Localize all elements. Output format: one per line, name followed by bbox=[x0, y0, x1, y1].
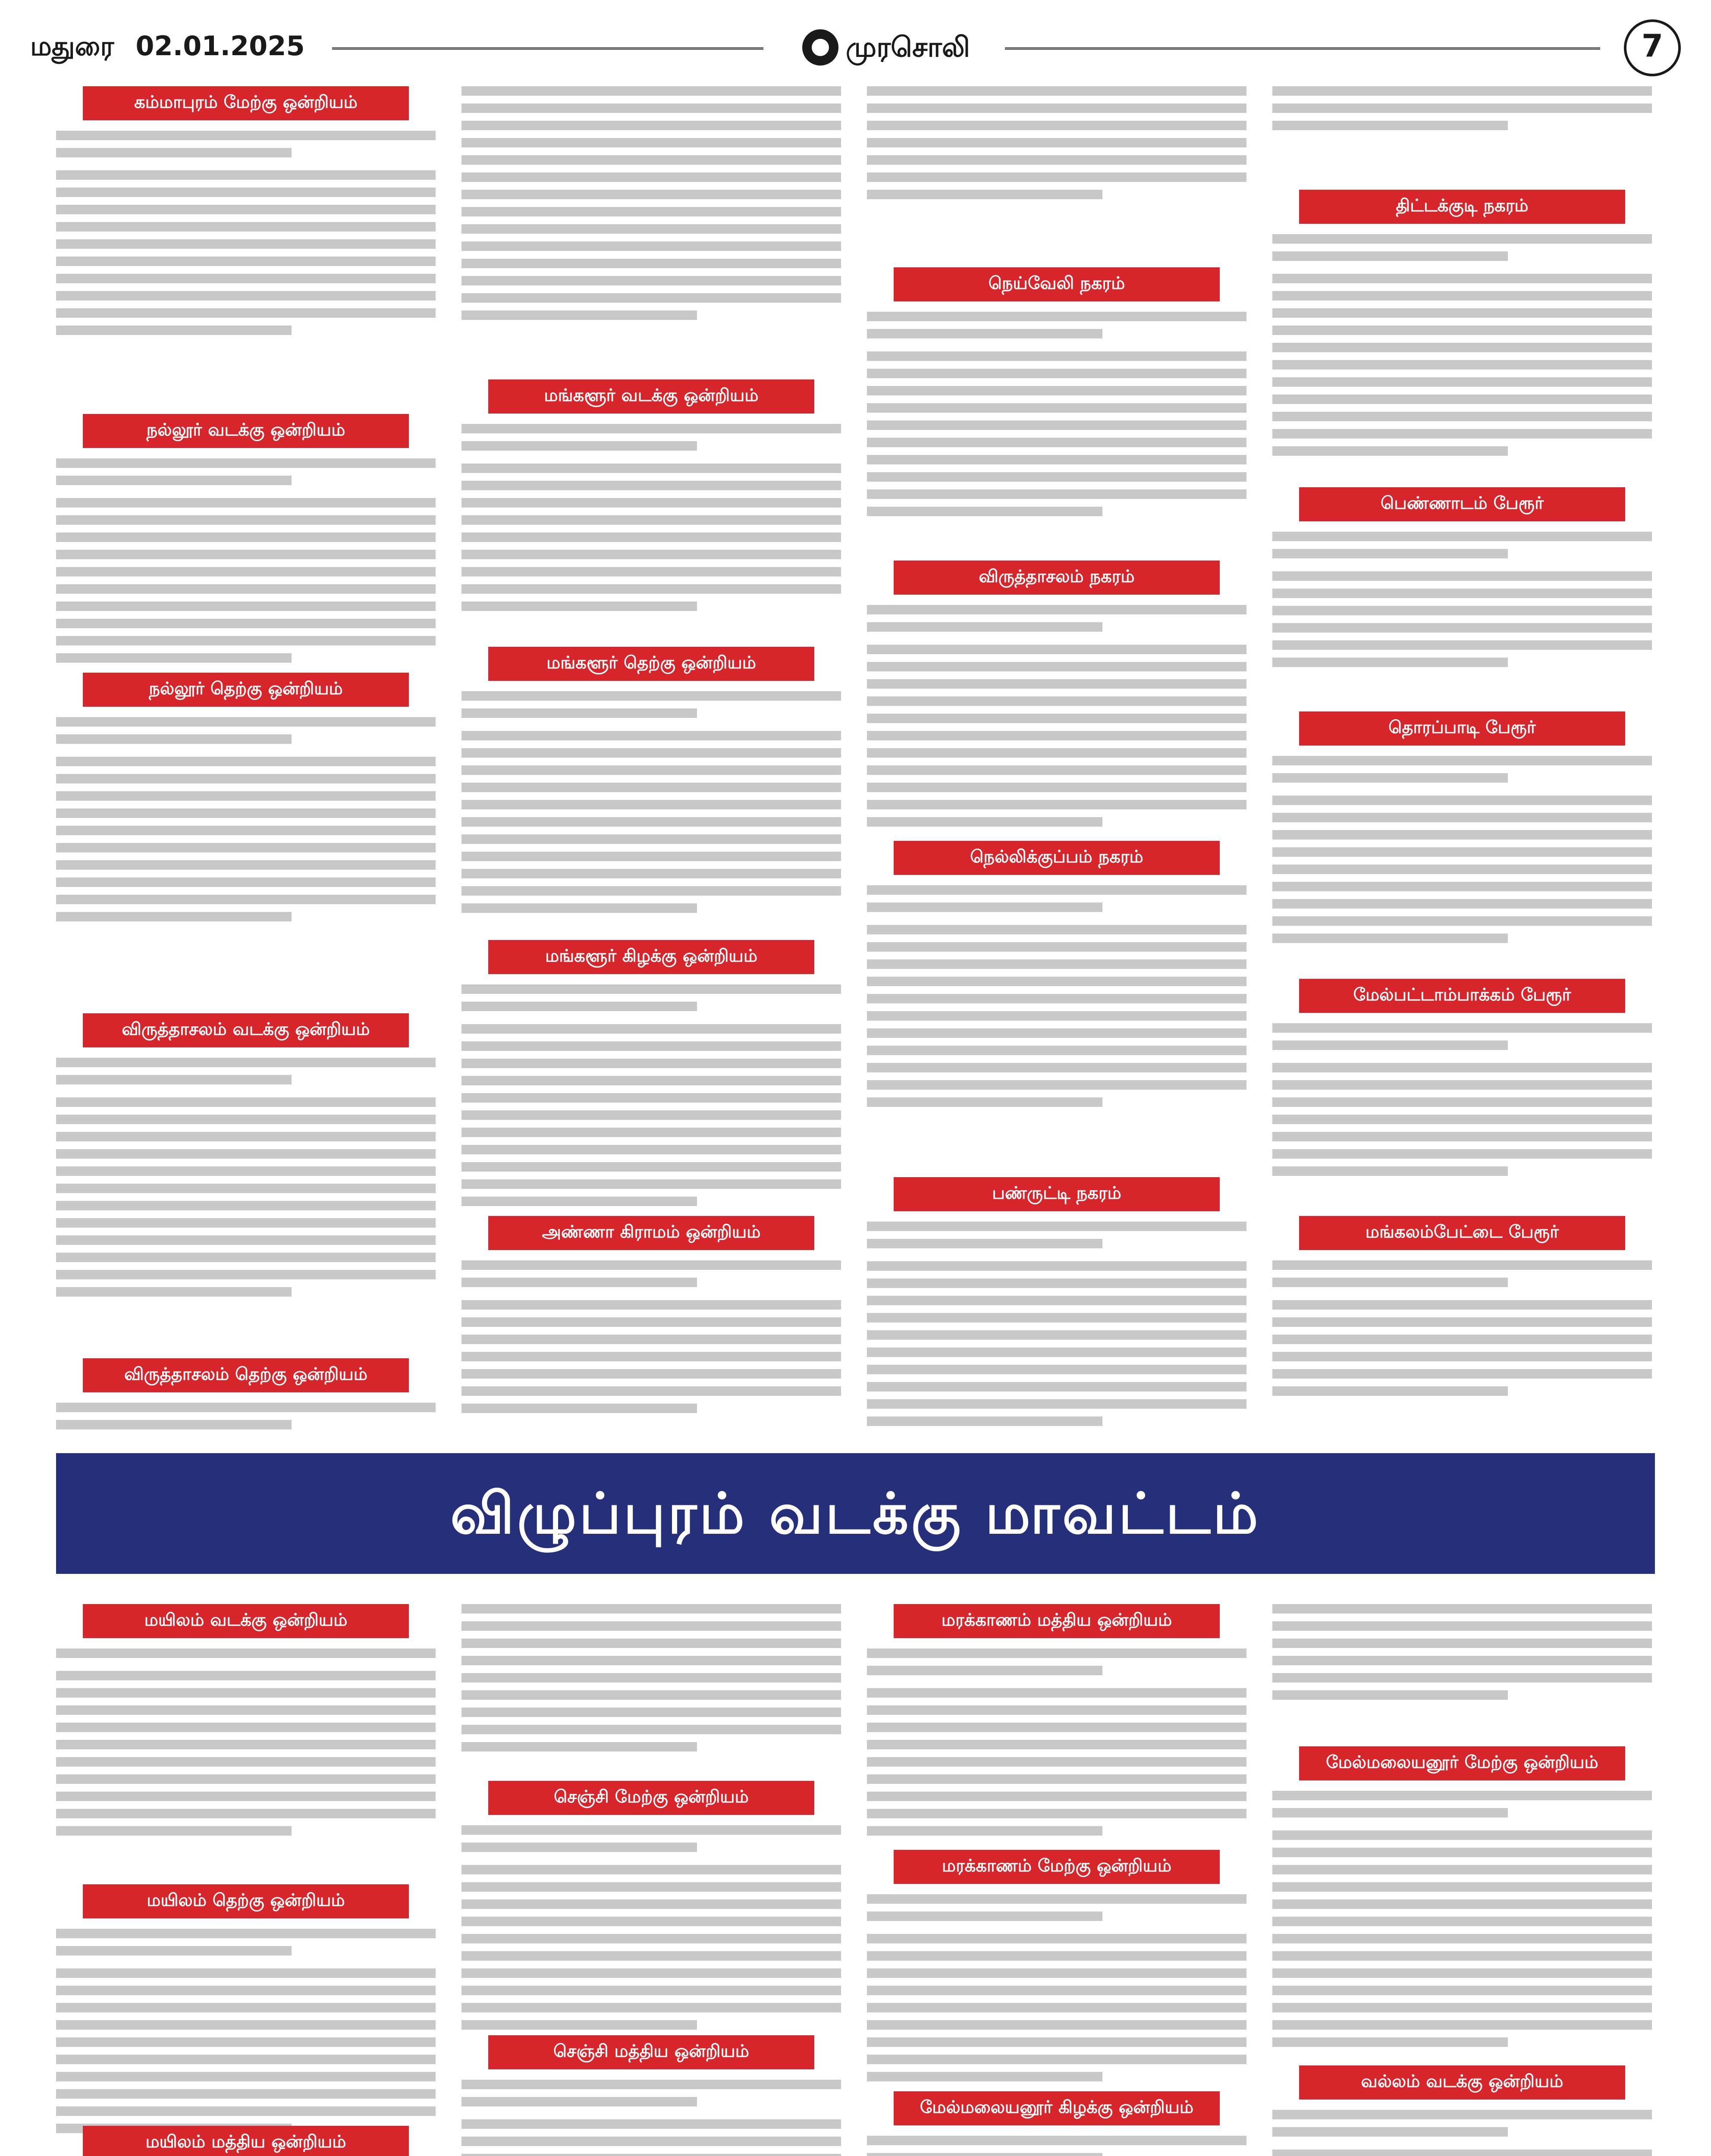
masthead-date: 02.01.2025 bbox=[135, 30, 305, 62]
block-nallur-north bbox=[56, 414, 436, 671]
paper-name-text: முரசொலி bbox=[846, 31, 970, 63]
block-title: மயிலம் தெற்கு ஒன்றியம் bbox=[83, 1884, 409, 1918]
block-anna-gramam bbox=[461, 1216, 841, 1421]
block-neyveli-nagaram bbox=[867, 267, 1246, 524]
block-title: பெண்ணாடம் பேரூர் bbox=[1299, 487, 1626, 521]
block-virudhachalam-north bbox=[56, 1013, 436, 1304]
block-tittakudi-nagaram bbox=[1272, 190, 1652, 464]
masthead bbox=[30, 17, 1681, 82]
block-continued-text-col4-lower bbox=[1272, 1604, 1652, 1708]
block-melmalaiyanur-west bbox=[1272, 1746, 1652, 2055]
block-title: நெய்வேலி நகரம் bbox=[894, 267, 1220, 301]
masthead-dateline bbox=[30, 30, 327, 66]
block-thorappadi-perur bbox=[1272, 711, 1652, 951]
block-title: செஞ்சி மத்திய ஒன்றியம் bbox=[488, 2035, 815, 2069]
masthead-paper-name bbox=[798, 26, 979, 69]
block-mailam-central bbox=[56, 2126, 436, 2156]
block-panruti-nagaram bbox=[867, 1177, 1246, 1434]
block-nellikuppam-nagaram bbox=[867, 841, 1246, 1115]
block-title: மேல்பட்டாம்பாக்கம் பேரூர் bbox=[1299, 979, 1626, 1013]
masthead-rule-left bbox=[332, 47, 763, 50]
block-title: நல்லூர் வடக்கு ஒன்றியம் bbox=[83, 414, 409, 448]
block-title: மேல்மலையனூர் கிழக்கு ஒன்றியம் bbox=[894, 2091, 1220, 2125]
block-title: வல்லம் வடக்கு ஒன்றியம் bbox=[1299, 2065, 1626, 2100]
block-continued-text-col3 bbox=[867, 86, 1246, 207]
block-vallam-north bbox=[1272, 2065, 1652, 2156]
block-kammapuram-west bbox=[56, 86, 436, 343]
block-title: மரக்காணம் மத்திய ஒன்றியம் bbox=[894, 1604, 1220, 1638]
block-mailam-north bbox=[56, 1604, 436, 1843]
block-continued-text-col4 bbox=[1272, 86, 1652, 138]
block-nallur-south bbox=[56, 673, 436, 929]
block-title: நல்லூர் தெற்கு ஒன்றியம் bbox=[83, 673, 409, 707]
block-title: அண்ணா கிராமம் ஒன்றியம் bbox=[488, 1216, 815, 1250]
block-marakkanam-west bbox=[867, 1850, 1246, 2089]
block-title: பண்ருட்டி நகரம் bbox=[894, 1177, 1220, 1211]
block-mangalur-south bbox=[461, 647, 841, 921]
block-virudhachalam-south bbox=[56, 1358, 436, 1437]
block-continued-text-col2 bbox=[461, 86, 841, 328]
block-mailam-south bbox=[56, 1884, 436, 2141]
block-title: மயிலம் மத்திய ஒன்றியம் bbox=[83, 2126, 409, 2156]
masthead-city: மதுரை bbox=[30, 30, 114, 62]
masthead-rule-right bbox=[1005, 47, 1600, 50]
block-title: மேல்மலையனூர் மேற்கு ஒன்றியம் bbox=[1299, 1746, 1626, 1780]
block-title: செஞ்சி மேற்கு ஒன்றியம் bbox=[488, 1781, 815, 1815]
block-title: மங்களூர் தெற்கு ஒன்றியம் bbox=[488, 647, 815, 681]
block-title: விருத்தாசலம் நகரம் bbox=[894, 561, 1220, 595]
block-title: மரக்காணம் மேற்கு ஒன்றியம் bbox=[894, 1850, 1220, 1884]
block-mangalur-east bbox=[461, 940, 841, 1214]
block-title: விருத்தாசலம் தெற்கு ஒன்றியம் bbox=[83, 1358, 409, 1392]
block-gingee-west bbox=[461, 1781, 841, 2037]
block-melpattambakkam-perur bbox=[1272, 979, 1652, 1184]
block-title: தொரப்பாடி பேரூர் bbox=[1299, 711, 1626, 746]
block-continued-text-col2-lower bbox=[461, 1604, 841, 1759]
block-mangalur-north bbox=[461, 379, 841, 619]
block-melmalaiyanur-east bbox=[867, 2091, 1246, 2156]
block-title: மங்களூர் வடக்கு ஒன்றியம் bbox=[488, 379, 815, 414]
block-title: நெல்லிக்குப்பம் நகரம் bbox=[894, 841, 1220, 875]
block-title: கம்மாபுரம் மேற்கு ஒன்றியம் bbox=[83, 86, 409, 120]
block-title: மயிலம் வடக்கு ஒன்றியம் bbox=[83, 1604, 409, 1638]
block-mangalampettai-perur bbox=[1272, 1216, 1652, 1404]
block-pennadam-perur bbox=[1272, 487, 1652, 675]
block-title: திட்டக்குடி நகரம் bbox=[1299, 190, 1626, 224]
section-banner-title: விழுப்புரம் வடக்கு மாவட்டம் bbox=[56, 1453, 1655, 1574]
page-number-badge: 7 bbox=[1624, 19, 1681, 76]
block-virudhachalam-nagaram bbox=[867, 561, 1246, 834]
block-title: மங்களூர் கிழக்கு ஒன்றியம் bbox=[488, 940, 815, 974]
block-gingee-central bbox=[461, 2035, 841, 2156]
block-title: விருத்தாசலம் வடக்கு ஒன்றியம் bbox=[83, 1013, 409, 1047]
block-marakkanam-central bbox=[867, 1604, 1246, 1843]
block-title: மங்கலம்பேட்டை பேரூர் bbox=[1299, 1216, 1626, 1250]
